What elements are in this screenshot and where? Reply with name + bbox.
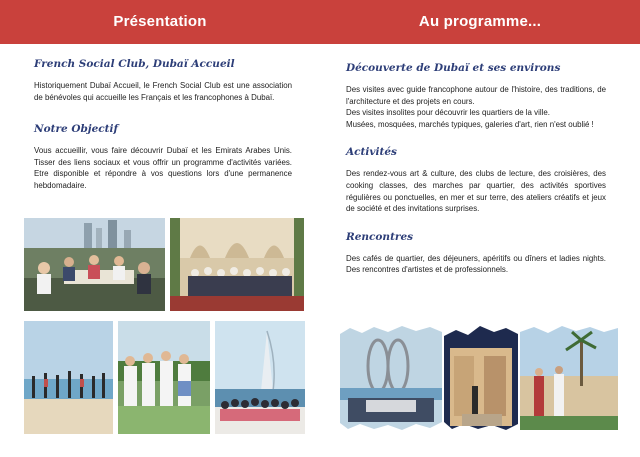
discover-heading: Découverte de Dubaï et ses environs: [346, 62, 561, 74]
header-bar: [0, 0, 640, 44]
presentation-column: [34, 54, 292, 192]
photo-courtyard-group: [170, 218, 304, 311]
program-column: [346, 54, 606, 276]
club-text: Historiquement Dubaï Accueil, le French Social Club est une association de bénévoles qui accueille les Français et les francophones à Dubaï.: [34, 81, 292, 102]
discover-line-2: Des visites insolites pour découvrir les quartiers de la ville.: [346, 108, 550, 118]
photo-heritage-palms: [520, 326, 618, 430]
photo-burj-al-arab-boat: [215, 321, 305, 434]
right-page-title: Au programme...: [418, 13, 542, 30]
objective-text: Vous accueillir, vous faire découvrir Dubaï et les Emirats Arabes Unis. Tisser des liens sociaux et vous offrir un programme d'activités variées. Etre disponible et répondre à vos questions lors d'une permanence hebdomadaire.: [34, 146, 292, 190]
discover-line-1: Des visites avec guide francophone autour de l'histoire, des traditions, de l'architecture et des projets en cours.: [346, 85, 606, 106]
discover-line-3: Musées, mosquées, marchés typiques, galeries d'art, rien n'est oublié !: [346, 119, 594, 129]
photo-sculpture-terrace: [340, 326, 442, 430]
activities-text: Des rendez-vous art & culture, des clubs de lecture, des croisières, des cooking classes, des marches par quartier, des activités sportives régulières ou ponctuelles, en mer et sur terre, des ateliers créatifs et jeux de société et des invitations surprises.: [346, 169, 606, 214]
photo-old-dubai-alley: [444, 326, 518, 430]
objective-heading: Notre Objectif: [34, 123, 119, 136]
photo-brunch-group: [24, 218, 165, 311]
left-page-title: Présentation: [113, 13, 207, 30]
meetings-text: Des cafés de quartier, des déjeuners, apéritifs ou dîners et ladies nights. Des rencontres d'artistes et de professionnels.: [346, 253, 606, 275]
photo-tennis-players: [118, 321, 210, 434]
photo-beach-yoga: [24, 321, 113, 434]
club-heading: French Social Club, Dubaï Accueil: [34, 58, 235, 70]
activities-heading: Activités: [346, 146, 397, 159]
meetings-heading: Rencontres: [346, 230, 414, 243]
